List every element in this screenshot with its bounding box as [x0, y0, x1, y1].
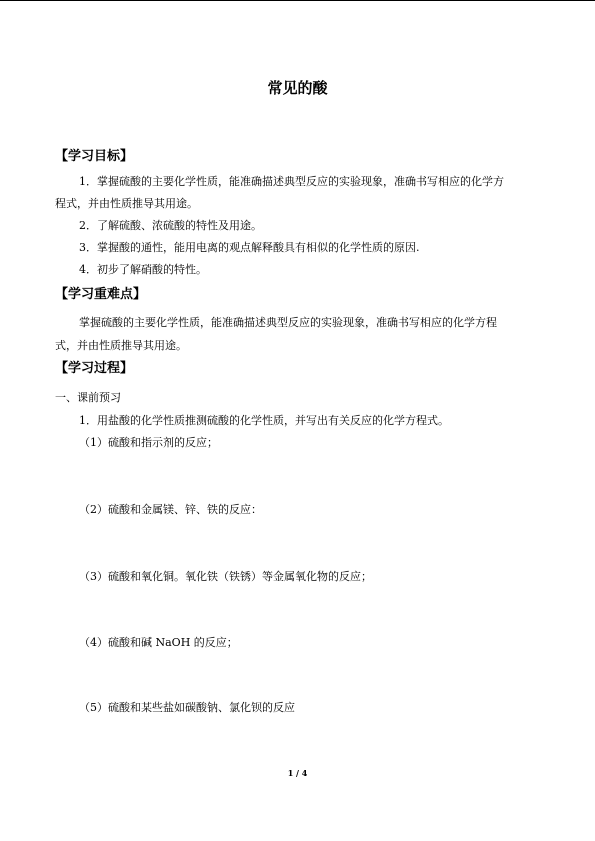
- question-part-1: （1）硫酸和指示剂的反应；: [79, 436, 218, 449]
- section-heading-key-points: 【学习重难点】: [55, 287, 147, 302]
- question-part-3: （3）硫酸和氧化铜。氧化铁（铁锈）等金属氧化物的反应；: [79, 570, 372, 583]
- page-number: 1 / 4: [287, 768, 308, 778]
- objective-item-1: 1．掌握硫酸的主要化学性质，能准确描述典型反应的实验现象，准确书写相应的化学方: [79, 175, 504, 188]
- key-points-line-2: 式，并由性质推导其用途。: [55, 339, 187, 352]
- objective-item-1-continued: 程式，并由性质推导其用途。: [55, 197, 198, 210]
- subsection-preview: 一、课前预习: [55, 391, 121, 404]
- objective-item-4: 4．初步了解硝酸的特性。: [79, 263, 207, 276]
- document-title: 常见的酸: [267, 79, 328, 97]
- top-border-line: [0, 0, 595, 1]
- objective-item-3: 3．掌握酸的通性，能用电离的观点解释酸具有相似的化学性质的原因.: [79, 241, 420, 254]
- key-points-line-1: 掌握硫酸的主要化学性质，能准确描述典型反应的实验现象，准确书写相应的化学方程: [79, 316, 497, 329]
- question-part-5: （5）硫酸和某些盐如碳酸钠、氯化钡的反应: [79, 701, 295, 714]
- preview-question-1: 1．用盐酸的化学性质推测硫酸的化学性质，并写出有关反应的化学方程式。: [79, 414, 449, 427]
- objective-item-2: 2．了解硫酸、浓硫酸的特性及用途。: [79, 219, 262, 232]
- question-part-2: （2）硫酸和金属镁、锌、铁的反应：: [79, 503, 262, 516]
- section-heading-objectives: 【学习目标】: [55, 149, 134, 164]
- question-part-4: （4）硫酸和碱 NaOH 的反应；: [79, 636, 238, 649]
- section-heading-process: 【学习过程】: [55, 361, 134, 376]
